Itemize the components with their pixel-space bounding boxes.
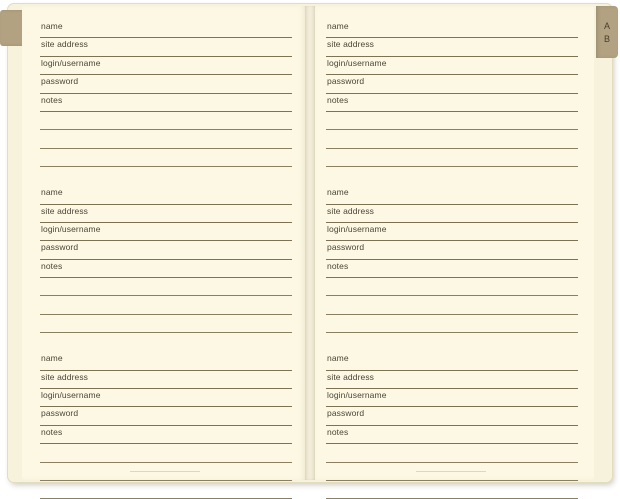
left-page: [22, 6, 308, 480]
field-row[interactable]: [326, 94, 578, 112]
alphabet-index-tab[interactable]: [596, 6, 618, 58]
blank-write-line[interactable]: [40, 112, 292, 130]
field-label: name: [327, 187, 349, 198]
field-row[interactable]: [326, 260, 578, 278]
left-page-entries: [40, 20, 292, 499]
field-label: password: [41, 408, 79, 419]
field-rule-line: [326, 166, 578, 167]
password-entry: [40, 20, 292, 167]
field-label: login/username: [41, 57, 101, 68]
field-row[interactable]: [40, 205, 292, 223]
field-row[interactable]: [40, 352, 292, 370]
field-row[interactable]: [40, 75, 292, 93]
password-entry: [40, 186, 292, 333]
field-row[interactable]: [326, 20, 578, 38]
left-page-footmark: [130, 471, 200, 472]
field-row[interactable]: [326, 407, 578, 425]
field-rule-line: [326, 332, 578, 333]
field-label: site address: [327, 205, 375, 216]
field-label: name: [41, 187, 63, 198]
field-row[interactable]: [326, 241, 578, 259]
field-rule-line: [40, 332, 292, 333]
blank-write-line[interactable]: [40, 315, 292, 333]
field-label: notes: [327, 94, 349, 105]
field-row[interactable]: [326, 38, 578, 56]
password-entry: [40, 352, 292, 499]
field-label: notes: [41, 94, 63, 105]
blank-write-line[interactable]: [326, 444, 578, 462]
field-label: site address: [327, 371, 375, 382]
field-label: name: [327, 21, 349, 31]
blank-write-line[interactable]: [326, 149, 578, 167]
book-spine: [305, 6, 315, 480]
blank-write-line[interactable]: [40, 481, 292, 499]
right-page-entries: [326, 20, 578, 499]
blank-write-line[interactable]: [40, 296, 292, 314]
field-row[interactable]: [40, 94, 292, 112]
field-row[interactable]: [40, 57, 292, 75]
field-label: notes: [327, 426, 349, 437]
field-label: site address: [41, 371, 89, 382]
blank-write-line[interactable]: [326, 130, 578, 148]
field-row[interactable]: [40, 223, 292, 241]
field-label: login/username: [327, 57, 387, 68]
field-label: name: [41, 21, 63, 31]
field-label: password: [41, 242, 79, 253]
blank-write-line[interactable]: [326, 112, 578, 130]
field-label: login/username: [41, 390, 101, 401]
blank-write-line[interactable]: [326, 315, 578, 333]
field-row[interactable]: [326, 223, 578, 241]
field-label: site address: [41, 205, 89, 216]
field-row[interactable]: [40, 38, 292, 56]
right-page: [308, 6, 594, 480]
field-row[interactable]: [40, 241, 292, 259]
field-row[interactable]: [326, 75, 578, 93]
index-tab-letter-a[interactable]: A: [603, 20, 610, 31]
field-label: name: [41, 353, 63, 364]
field-label: login/username: [41, 223, 101, 234]
field-row[interactable]: [40, 186, 292, 204]
field-label: name: [327, 353, 349, 364]
blank-write-line[interactable]: [326, 278, 578, 296]
field-label: password: [327, 76, 365, 87]
field-label: notes: [327, 260, 349, 271]
field-label: login/username: [327, 390, 387, 401]
blank-write-line[interactable]: [40, 444, 292, 462]
field-label: password: [327, 242, 365, 253]
blank-write-line[interactable]: [40, 149, 292, 167]
field-label: site address: [327, 39, 375, 50]
field-row[interactable]: [326, 389, 578, 407]
password-entry: [326, 352, 578, 499]
index-tab-letter-b[interactable]: B: [603, 33, 610, 44]
password-entry: [326, 186, 578, 333]
field-row[interactable]: [326, 57, 578, 75]
field-label: site address: [41, 39, 89, 50]
blank-write-line[interactable]: [40, 130, 292, 148]
field-label: password: [41, 76, 79, 87]
field-row[interactable]: [326, 205, 578, 223]
field-row[interactable]: [40, 389, 292, 407]
field-label: login/username: [327, 223, 387, 234]
blank-write-line[interactable]: [40, 278, 292, 296]
field-label: password: [327, 408, 365, 419]
field-row[interactable]: [326, 426, 578, 444]
field-row[interactable]: [40, 426, 292, 444]
field-row[interactable]: [40, 260, 292, 278]
field-row[interactable]: [326, 352, 578, 370]
field-row[interactable]: [40, 407, 292, 425]
blank-write-line[interactable]: [326, 481, 578, 499]
field-label: notes: [41, 260, 63, 271]
right-page-footmark: [416, 471, 486, 472]
field-row[interactable]: [40, 20, 292, 38]
field-label: notes: [41, 426, 63, 437]
field-row[interactable]: [40, 371, 292, 389]
password-entry: [326, 20, 578, 167]
blank-write-line[interactable]: [326, 296, 578, 314]
field-row[interactable]: [326, 186, 578, 204]
field-row[interactable]: [326, 371, 578, 389]
field-rule-line: [40, 166, 292, 167]
